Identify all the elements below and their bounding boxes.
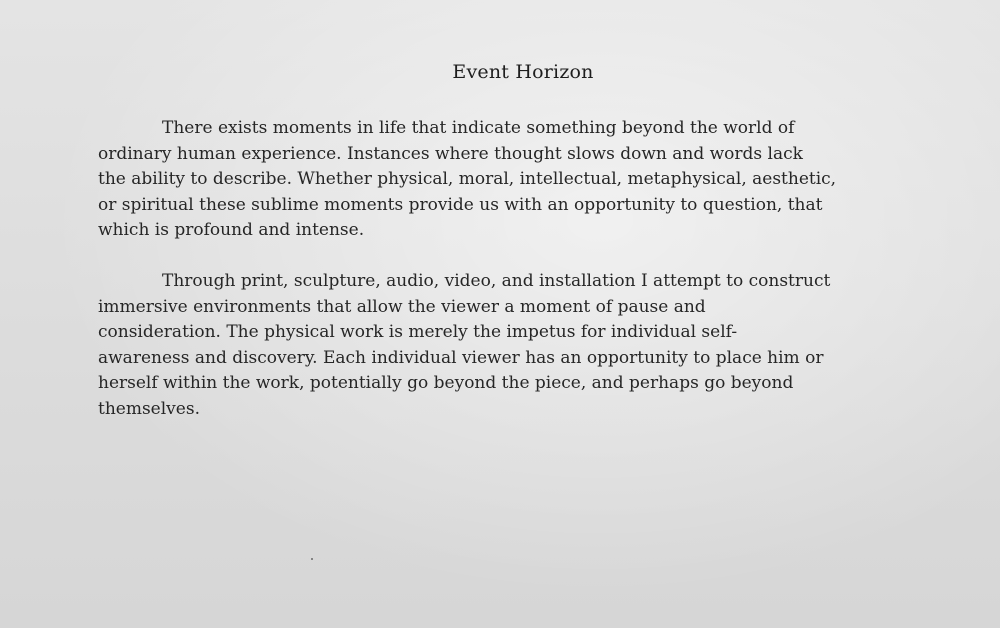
text-line: consideration. The physical work is merely the impetus for individual self- [98,322,738,342]
text-line: themselves. [98,398,200,419]
text-line: which is profound and intense. [98,220,365,240]
text-line: ordinary human experience. Instances where thought slows down and words lack [98,143,803,164]
text-line: immersive environments that allow the viewer a moment of pause and [98,296,706,317]
paragraph-2 [98,269,898,422]
text-line: awareness and discovery. Each individual viewer has an opportunity to place him or [98,347,824,368]
text-line: There exists moments in life that indicate something beyond the world of [162,118,795,138]
text-line: the ability to describe. Whether physical, moral, intellectual, metaphysical, aesthetic, [98,169,837,189]
text-line: or spiritual these sublime moments provide us with an opportunity to question, that [98,194,823,215]
document-body [98,116,898,422]
paper-speck [311,558,313,560]
text-line: herself within the work, potentially go beyond the piece, and perhaps go beyond [98,373,794,393]
text-line: Through print, sculpture, audio, video, and installation I attempt to construct [162,271,831,291]
paragraph-1 [98,116,898,244]
document-title: Event Horizon [452,61,594,83]
